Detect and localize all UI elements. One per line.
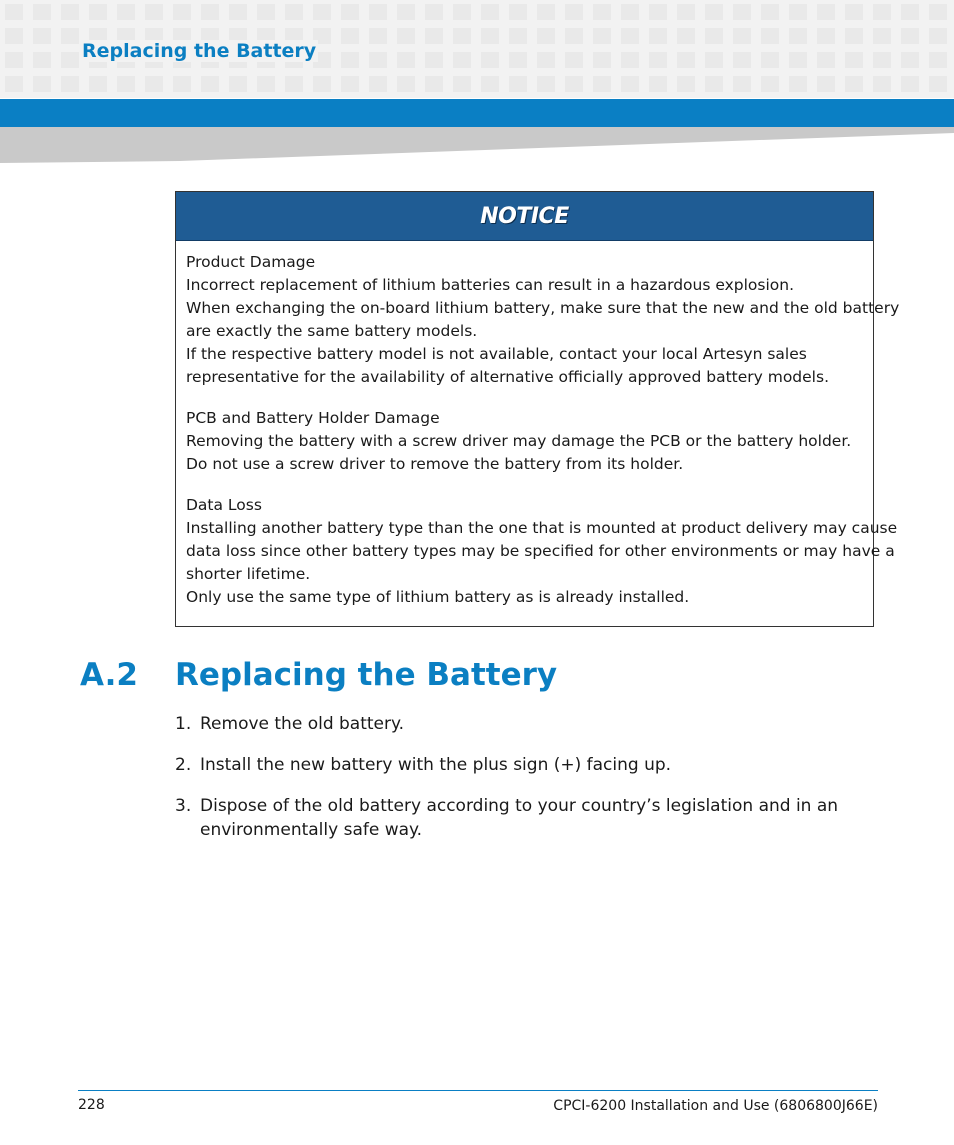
- notice-section-data-loss: [186, 494, 898, 609]
- decorative-tile: [425, 76, 443, 92]
- decorative-tile: [817, 4, 835, 20]
- notice-line: If the respective battery model is not available, contact your local Artesyn sales: [186, 345, 807, 363]
- decorative-tile: [537, 52, 555, 68]
- decorative-tile: [901, 28, 919, 44]
- notice-line: Removing the battery with a screw driver may damage the PCB or the battery holder.: [186, 432, 852, 450]
- decorative-tile: [593, 52, 611, 68]
- step-item: [175, 794, 875, 842]
- decorative-tile: [537, 4, 555, 20]
- step-number: 2.: [175, 755, 192, 775]
- decorative-tile: [341, 28, 359, 44]
- decorative-tile: [593, 76, 611, 92]
- decorative-tile: [817, 76, 835, 92]
- decorative-tile: [257, 4, 275, 20]
- decorative-tile: [117, 76, 135, 92]
- decorative-tile: [733, 52, 751, 68]
- decorative-tile: [61, 76, 79, 92]
- notice-section-heading: Product Damage: [186, 253, 316, 271]
- decorative-tile: [453, 76, 471, 92]
- decorative-tile: [789, 28, 807, 44]
- decorative-tile: [761, 4, 779, 20]
- decorative-tile: [173, 4, 191, 20]
- decorative-tile: [61, 28, 79, 44]
- decorative-tile: [677, 28, 695, 44]
- decorative-tile: [425, 28, 443, 44]
- decorative-tile: [285, 4, 303, 20]
- decorative-tile: [61, 4, 79, 20]
- decorative-tile: [733, 76, 751, 92]
- decorative-tile: [565, 28, 583, 44]
- decorative-tile: [593, 4, 611, 20]
- notice-line: Only use the same type of lithium battery as is already installed.: [186, 588, 690, 606]
- decorative-tile: [5, 76, 23, 92]
- decorative-tile: [733, 28, 751, 44]
- decorative-tile: [677, 4, 695, 20]
- decorative-tile: [341, 4, 359, 20]
- decorative-tile: [733, 4, 751, 20]
- header-blue-bar: [0, 99, 954, 127]
- decorative-tile: [5, 28, 23, 44]
- step-text: Remove the old battery.: [200, 714, 405, 734]
- decorative-tile: [369, 4, 387, 20]
- decorative-tile: [705, 4, 723, 20]
- decorative-tile: [873, 28, 891, 44]
- decorative-tile: [845, 76, 863, 92]
- decorative-tile: [369, 76, 387, 92]
- decorative-tile: [145, 4, 163, 20]
- decorative-tile: [677, 76, 695, 92]
- decorative-tile: [201, 76, 219, 92]
- decorative-tile: [901, 76, 919, 92]
- decorative-tile: [425, 4, 443, 20]
- decorative-tile: [537, 76, 555, 92]
- decorative-tile: [481, 52, 499, 68]
- decorative-tile: [509, 28, 527, 44]
- decorative-tile: [145, 76, 163, 92]
- decorative-tile: [621, 76, 639, 92]
- decorative-tile: [33, 52, 51, 68]
- decorative-tile: [341, 52, 359, 68]
- notice-section-heading: PCB and Battery Holder Damage: [186, 409, 440, 427]
- decorative-tile: [901, 4, 919, 20]
- decorative-tile: [481, 4, 499, 20]
- decorative-tile: [509, 4, 527, 20]
- decorative-tile: [229, 4, 247, 20]
- document-title: CPCI-6200 Installation and Use (6806800J66E): [553, 1098, 878, 1114]
- decorative-tile: [565, 52, 583, 68]
- decorative-tile: [229, 76, 247, 92]
- section-heading: [80, 657, 557, 693]
- header-grey-swoosh: [0, 127, 954, 163]
- step-number: 3.: [175, 796, 192, 816]
- decorative-tile: [901, 52, 919, 68]
- decorative-tile: [33, 4, 51, 20]
- notice-line: shorter lifetime.: [186, 565, 311, 583]
- notice-section-product-damage: [186, 251, 900, 389]
- decorative-tile: [565, 4, 583, 20]
- decorative-tile: [789, 76, 807, 92]
- decorative-tile: [397, 52, 415, 68]
- decorative-tile: [789, 52, 807, 68]
- decorative-tile: [705, 28, 723, 44]
- notice-body: [176, 241, 900, 609]
- decorative-tile: [845, 4, 863, 20]
- notice-box: [175, 191, 900, 627]
- decorative-tile: [5, 52, 23, 68]
- decorative-tile: [5, 4, 23, 20]
- decorative-tile: [649, 52, 667, 68]
- decorative-tile: [621, 28, 639, 44]
- decorative-tile: [845, 52, 863, 68]
- running-header-title: Replacing the Battery: [82, 40, 317, 62]
- decorative-tile: [649, 4, 667, 20]
- decorative-tile: [873, 52, 891, 68]
- notice-line: are exactly the same battery models.: [186, 322, 478, 340]
- decorative-tile: [929, 28, 947, 44]
- section-title: Replacing the Battery: [175, 657, 558, 693]
- decorative-tile: [649, 76, 667, 92]
- notice-line: When exchanging the on-board lithium battery, make sure that the new and the old battery: [186, 299, 900, 317]
- decorative-tile: [593, 28, 611, 44]
- page-header-band: [0, 0, 954, 98]
- decorative-tile: [481, 28, 499, 44]
- decorative-tile: [61, 52, 79, 68]
- decorative-tile: [929, 4, 947, 20]
- decorative-tile: [173, 76, 191, 92]
- decorative-tile: [789, 4, 807, 20]
- notice-line: Do not use a screw driver to remove the battery from its holder.: [186, 455, 684, 473]
- decorative-tile: [425, 52, 443, 68]
- notice-line: representative for the availability of alternative officially approved battery models.: [186, 368, 829, 386]
- decorative-tile: [929, 52, 947, 68]
- notice-line: Installing another battery type than the one that is mounted at product delivery may cause: [186, 519, 898, 537]
- decorative-tile: [817, 28, 835, 44]
- decorative-tile: [33, 76, 51, 92]
- decorative-tile: [397, 4, 415, 20]
- page-number: 228: [78, 1097, 105, 1113]
- section-number: A.2: [80, 657, 138, 693]
- decorative-tile: [397, 76, 415, 92]
- decorative-tile: [649, 28, 667, 44]
- decorative-tile: [817, 52, 835, 68]
- decorative-tile: [873, 76, 891, 92]
- decorative-tile: [313, 76, 331, 92]
- step-text: Dispose of the old battery according to your country’s legislation and in an environmentally safe way.: [200, 796, 839, 840]
- decorative-tile: [845, 28, 863, 44]
- notice-line: data loss since other battery types may be specified for other environments or may have a: [186, 542, 895, 560]
- decorative-tile: [481, 76, 499, 92]
- decorative-tile: [201, 4, 219, 20]
- decorative-tile: [565, 76, 583, 92]
- notice-header: [176, 192, 873, 241]
- decorative-tile: [537, 28, 555, 44]
- footer-rule: [78, 1090, 878, 1091]
- decorative-tile: [89, 4, 107, 20]
- decorative-tile: [621, 4, 639, 20]
- step-text: Install the new battery with the plus sign (+) facing up.: [200, 755, 672, 775]
- decorative-tile: [705, 52, 723, 68]
- decorative-tile: [761, 28, 779, 44]
- decorative-tile: [929, 76, 947, 92]
- step-item: [175, 753, 875, 777]
- decorative-tile: [369, 28, 387, 44]
- decorative-tile: [313, 4, 331, 20]
- notice-title: NOTICE: [480, 203, 569, 229]
- notice-section-pcb-damage: [186, 407, 863, 476]
- decorative-tile: [257, 76, 275, 92]
- decorative-tile: [677, 52, 695, 68]
- decorative-tile: [285, 76, 303, 92]
- decorative-tile: [33, 28, 51, 44]
- decorative-tile: [117, 4, 135, 20]
- step-item: [175, 712, 875, 736]
- step-number: 1.: [175, 714, 192, 734]
- procedure-steps: [175, 712, 875, 859]
- decorative-tile: [873, 4, 891, 20]
- decorative-tile: [341, 76, 359, 92]
- decorative-tile: [453, 52, 471, 68]
- decorative-tile: [453, 4, 471, 20]
- decorative-tile: [89, 76, 107, 92]
- notice-line: Incorrect replacement of lithium batteries can result in a hazardous explosion.: [186, 276, 795, 294]
- decorative-tile: [761, 76, 779, 92]
- notice-section-heading: Data Loss: [186, 496, 262, 514]
- decorative-tile: [621, 52, 639, 68]
- decorative-tile: [453, 28, 471, 44]
- decorative-tile: [761, 52, 779, 68]
- decorative-tile: [705, 76, 723, 92]
- decorative-tile: [509, 52, 527, 68]
- decorative-tile: [397, 28, 415, 44]
- decorative-tile: [369, 52, 387, 68]
- decorative-tile: [509, 76, 527, 92]
